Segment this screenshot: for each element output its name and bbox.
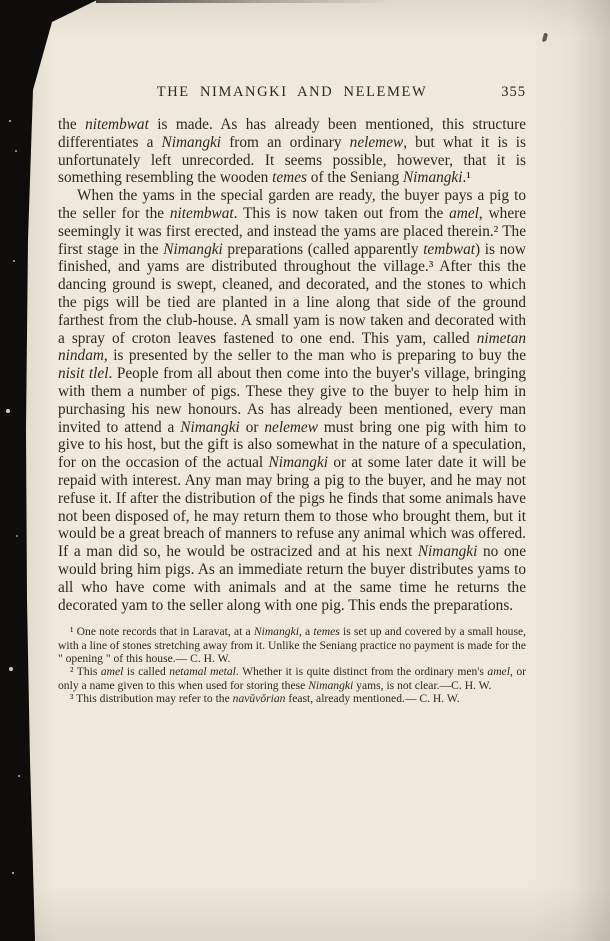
text-run: of the Seniang <box>306 169 403 187</box>
text-run: preparations (called apparently <box>222 240 424 258</box>
text-run: from an ordinary <box>221 133 350 151</box>
text-run: . Whether it is quite distinct from the ordinary men's <box>235 665 488 679</box>
italic-term: nelemew <box>349 133 404 151</box>
paragraph <box>58 116 526 187</box>
italic-term: Nimangki <box>163 240 223 258</box>
text-run: no one would bring him pigs. As an immediate return the buyer distributes yams to all who have come with animals and at the same time he returns the decorated yam to the seller along with one pig. This ends the preparations. <box>58 543 526 614</box>
footnotes <box>58 625 526 705</box>
italic-term: amel <box>100 665 124 679</box>
text-run: , is presented by the seller to the man who is preparing to buy the <box>103 347 526 365</box>
text-run: . People from all about then come into the buyer's village, bringing with them a number of pigs. These they give to the buyer to help him in purchasing his new honours. As has already been mentioned, every man invited to attend a <box>58 365 526 436</box>
page-top-edge-shadow <box>96 0 396 3</box>
page-number: 355 <box>501 84 526 100</box>
italic-term: Nimangki <box>402 169 463 187</box>
italic-term: amel <box>487 665 510 679</box>
text-run: or at some later date it will be repaid with interest. Any man may bring a pig to the buyer, and he may not refuse it. If after the distribution of the pigs he finds that some animals have not been disposed of, he may return them to those who brought them, but it would be a great breach of manners to refuse any animal which was offered. If a man did so, he would be ostracized and at his next <box>58 454 526 561</box>
italic-term: tembwat <box>423 240 476 258</box>
page-content <box>58 84 526 705</box>
italic-term: Nimangki <box>161 133 222 151</box>
text-run: When the yams in the special garden are ready, the buyer pays a pig to the seller for the <box>58 187 526 222</box>
italic-term: nimetan nindam <box>58 329 526 365</box>
italic-term: Nimangki <box>253 625 299 639</box>
footnote <box>58 665 526 692</box>
italic-term: temes <box>272 169 307 187</box>
text-run: is set up and covered by a small house, with a line of stones stretching away from it. Unlike the Seniang practice no payment is made for the " opening " of this house.— C. H. W. <box>58 625 527 665</box>
body-text <box>58 116 526 614</box>
text-run: ¹ One note records that in Laravat, at a <box>70 625 254 639</box>
text-run: the <box>58 116 86 133</box>
italic-term: nelemew <box>264 418 318 436</box>
italic-term: Nimangki <box>268 454 328 472</box>
page-header <box>58 84 526 106</box>
italic-term: nitembwat <box>169 204 234 222</box>
ink-speck-mark <box>542 33 548 43</box>
footnote <box>58 625 526 665</box>
italic-term: nitembwat <box>85 116 149 133</box>
text-run: .¹ <box>462 169 471 187</box>
text-run: is called <box>123 665 170 679</box>
text-run: or <box>239 418 265 436</box>
footnote <box>58 692 526 705</box>
paragraph <box>58 187 526 614</box>
text-run: is made. As has already been mentioned, this structure differentiates a <box>58 116 526 151</box>
text-run: . This is now taken out from the <box>233 204 450 222</box>
text-run: , or only a name given to this when used for storing these <box>58 665 526 692</box>
text-run: ³ This distribution may refer to the <box>70 691 233 705</box>
scan-speckles <box>9 120 11 122</box>
text-run: must bring one pig with him to give to his host, but the gift is also somewhat in the nature of a speculation, for on the occasion of the actual <box>58 418 526 472</box>
italic-term: navŭvŏrian <box>232 691 286 705</box>
italic-term: Nimangki <box>308 678 354 692</box>
italic-term: amel <box>449 204 479 222</box>
italic-term: netamal metal <box>169 665 236 679</box>
text-run: , where seemingly it was first erected, and instead the yams are placed therein.² The first stage in the <box>58 204 526 258</box>
italic-term: Nimangki <box>180 418 240 436</box>
text-run: , but what it is is unfortunately left unrecorded. It seems possible, however, that it is something resembling the wooden <box>58 133 527 187</box>
text-run: feast, already mentioned.— C. H. W. <box>285 691 460 705</box>
text-run: , a <box>298 625 314 639</box>
italic-term: nisit tlel <box>58 365 109 383</box>
italic-term: temes <box>313 625 340 639</box>
running-title: THE NIMANGKI AND NELEMEW <box>156 84 428 100</box>
text-run: ) is now finished, and yams are distributed throughout the village.³ After this the dancing ground is swept, cleaned, and decorated, and the stones to which the pigs will be tied are planted in a line along that side of the ground farthest from the club-house. A small yam is now taken and decorated with a spray of croton leaves fastened to one end. This yam, called <box>58 240 526 347</box>
italic-term: Nimangki <box>417 543 478 561</box>
text-run: ² This <box>70 665 101 679</box>
text-run: yams, is not clear.—C. H. W. <box>353 678 492 692</box>
